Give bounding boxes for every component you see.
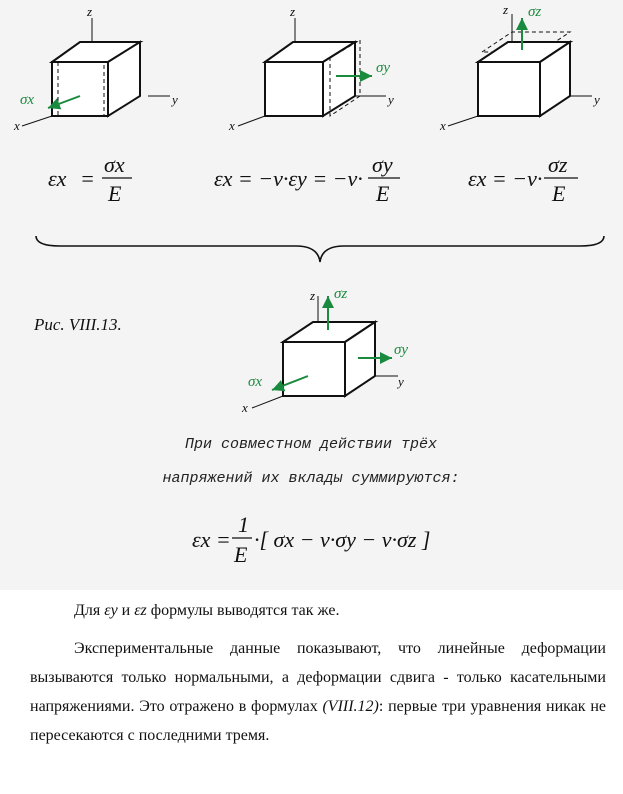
svg-text:εx: εx (48, 166, 67, 191)
sigma-x-label: σx (20, 92, 35, 108)
svg-text:E: E (376, 181, 390, 206)
sigma-x-label: σx (248, 374, 263, 390)
axis-label-y: y (594, 92, 600, 107)
svg-text:σz: σz (548, 152, 568, 177)
svg-text:σy: σy (372, 152, 393, 177)
formula-2 (214, 152, 400, 206)
epsilon-z: εz (134, 602, 147, 619)
axis-label-x: x (440, 118, 446, 133)
axis-label-z: z (310, 288, 316, 303)
paragraph-2: Экспериментальные данные показывают, что линейные деформации вызываются только нормальными, а деформации сдвига - только касательными напряжениями. Это отражено в формулах (VIII.12): первые три уравнения никак не пересекаются с последними тремя. (30, 640, 607, 744)
axis-label-x: x (229, 118, 235, 133)
sigma-y-label: σy (394, 342, 409, 358)
sigma-z-label: σz (528, 4, 542, 20)
svg-text:E: E (108, 181, 122, 206)
axis-label-z: z (290, 4, 296, 19)
svg-text:εx =: εx = (192, 527, 231, 552)
sigma-z-label: σz (334, 286, 348, 302)
paragraph-1: Для εy и εz формулы выводятся так же. (74, 602, 340, 619)
curly-brace (36, 236, 604, 262)
formula-3 (468, 152, 578, 206)
axis-label-y: y (172, 92, 178, 107)
svg-text:εx = −ν·εy = −ν·: εx = −ν·εy = −ν· (214, 166, 363, 191)
cube-sigma-x (13, 4, 178, 133)
svg-text:·[ σx − ν·σy − ν·σz ]: ·[ σx − ν·σy − ν·σz ] (254, 527, 431, 552)
svg-text:E: E (234, 542, 248, 567)
cube-sigma-z (439, 2, 600, 133)
note-line-1: При совместном действии трёх (184, 436, 438, 453)
formula-reference: (VIII.12) (322, 698, 379, 715)
figure-caption: Рис. VIII.13. (34, 315, 122, 334)
axis-label-z: z (503, 2, 509, 17)
axis-label-y: y (398, 374, 404, 389)
axis-label-x: x (242, 400, 248, 415)
svg-text:=: = (80, 166, 95, 191)
axis-label-y: y (388, 92, 394, 107)
cube-combined (241, 286, 408, 415)
svg-text:1: 1 (238, 512, 249, 537)
svg-text:σx: σx (104, 152, 125, 177)
cube-sigma-y (228, 4, 394, 133)
axis-label-x: x (14, 118, 20, 133)
epsilon-y: εy (104, 602, 118, 619)
svg-text:E: E (552, 181, 566, 206)
axis-label-z: z (87, 4, 93, 19)
svg-text:εx = −ν·: εx = −ν· (468, 166, 543, 191)
note-line-2: напряжений их вклады суммируются: (162, 470, 460, 487)
combined-formula (192, 512, 430, 567)
formula-1 (48, 152, 132, 206)
sigma-y-label: σy (376, 60, 391, 76)
